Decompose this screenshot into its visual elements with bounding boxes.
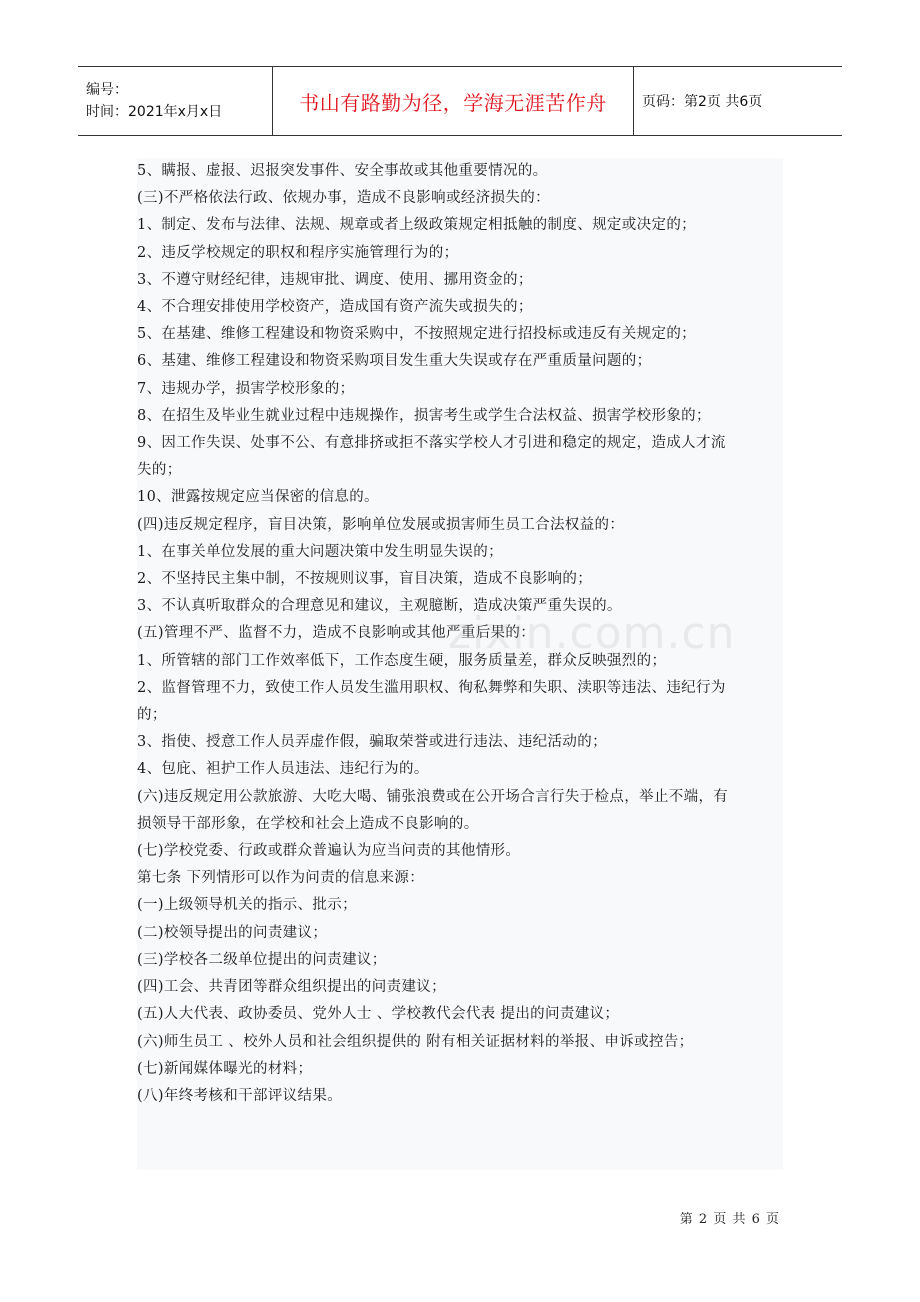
text-line: 5、在基建、维修工程建设和物资采购中，不按照规定进行招投标或违反有关规定的；: [137, 326, 697, 343]
text-line: 5、瞒报、虚报、迟报突发事件、安全事故或其他重要情况的。: [137, 163, 548, 179]
page-info-text: 页码：第2页 共6页: [642, 94, 763, 110]
text-line: 9、因工作失误、处事不公、有意排挤或拒不落实学校人才引进和稳定的规定，造成人才流: [137, 435, 726, 452]
watermark: zixin.com.cn: [448, 608, 736, 659]
text-line: 损领导干部形象，在学校和社会上造成不良影响的。: [137, 815, 479, 832]
text-line: 8、在招生及毕业生就业过程中违规操作，损害考生或学生合法权益、损害学校形象的；: [137, 407, 711, 424]
text-line: (七)新闻媒体曝光的材料；: [137, 1060, 313, 1077]
text-line: 6、基建、维修工程建设和物资采购项目发生重大失误或存在严重质量问题的；: [137, 353, 652, 370]
text-line: 3、不遵守财经纪律，违规审批、调度、使用、挪用资金的；: [137, 271, 533, 288]
text-line: (四)违反规定程序，盲目决策，影响单位发展或损害师生员工合法权益的：: [137, 516, 625, 533]
text-line: (一)上级领导机关的指示、批示；: [137, 897, 357, 914]
text-line: (八)年终考核和干部评议结果。: [137, 1087, 343, 1104]
text-line: 2、监督管理不力，致使工作人员发生滥用职权、徇私舞弊和失职、渎职等违法、违纪行为: [137, 679, 726, 696]
text-line: (七)学校党委、行政或群众普遍认为应当问责的其他情形。: [137, 843, 521, 860]
text-line: 4、包庇、袒护工作人员违法、违纪行为的。: [137, 761, 429, 778]
text-line: 的；: [137, 707, 167, 724]
text-line: 1、在事关单位发展的重大问题决策中发生明显失误的；: [137, 543, 503, 560]
motto-text: 书山有路勤为径，学海无涯苦作舟: [299, 90, 607, 115]
text-line: 10、泄露按规定应当保密的信息的。: [137, 489, 379, 506]
page-footer: 第 2 页 共 6 页: [679, 1212, 780, 1227]
text-line: (二)校领导提出的问责建议；: [137, 924, 328, 941]
text-line: 3、指使、授意工作人员弄虚作假，骗取荣誉或进行违法、违纪活动的；: [137, 734, 607, 751]
text-line: 1、所管辖的部门工作效率低下，工作态度生硬，服务质量差，群众反映强烈的；: [137, 652, 667, 669]
page-header: [78, 66, 842, 136]
text-line: 失的；: [137, 462, 182, 479]
text-line: 4、不合理安排使用学校资产，造成国有资产流失或损失的；: [137, 299, 533, 316]
text-line: (三)不严格依法行政、依规办事，造成不良影响或经济损失的：: [137, 190, 550, 207]
text-line: 第七条 下列情形可以作为问责的信息来源：: [137, 870, 425, 887]
serial-label: 编号：: [86, 82, 128, 98]
text-line: 3、不认真听取群众的合理意见和建议，主观臆断，造成决策严重失误的。: [137, 598, 622, 615]
text-line: (五)管理不严、监督不力，造成不良影响或其他严重后果的：: [137, 625, 536, 642]
text-line: 2、违反学校规定的职权和程序实施管理行为的；: [137, 244, 459, 261]
header-meta: [78, 67, 272, 135]
header-motto: [272, 67, 634, 135]
text-line: (五)人大代表、政协委员、党外人士 、学校教代会代表 提出的问责建议；: [137, 1006, 620, 1023]
text-line: (三)学校各二级单位提出的问责建议；: [137, 951, 387, 968]
text-line: 1、制定、发布与法律、法规、规章或者上级政策规定相抵触的制度、规定或决定的；: [137, 217, 697, 234]
time-label: 时间：2021年x月x日: [86, 104, 223, 120]
text-line: (四)工会、共青团等群众组织提出的问责建议；: [137, 979, 447, 996]
text-line: (六)师生员工 、校外人员和社会组织提供的 附有相关证据材料的举报、申诉或控告；: [137, 1033, 694, 1050]
text-line: 7、违规办学，损害学校形象的；: [137, 380, 355, 397]
text-line: (六)违反规定用公款旅游、大吃大喝、铺张浪费或在公开场合言行失于检点，举止不端，有: [137, 788, 729, 805]
header-page-info: [634, 67, 842, 135]
document-body: [137, 158, 783, 1170]
text-line: 2、不坚持民主集中制，不按规则议事，盲目决策，造成不良影响的；: [137, 571, 593, 588]
